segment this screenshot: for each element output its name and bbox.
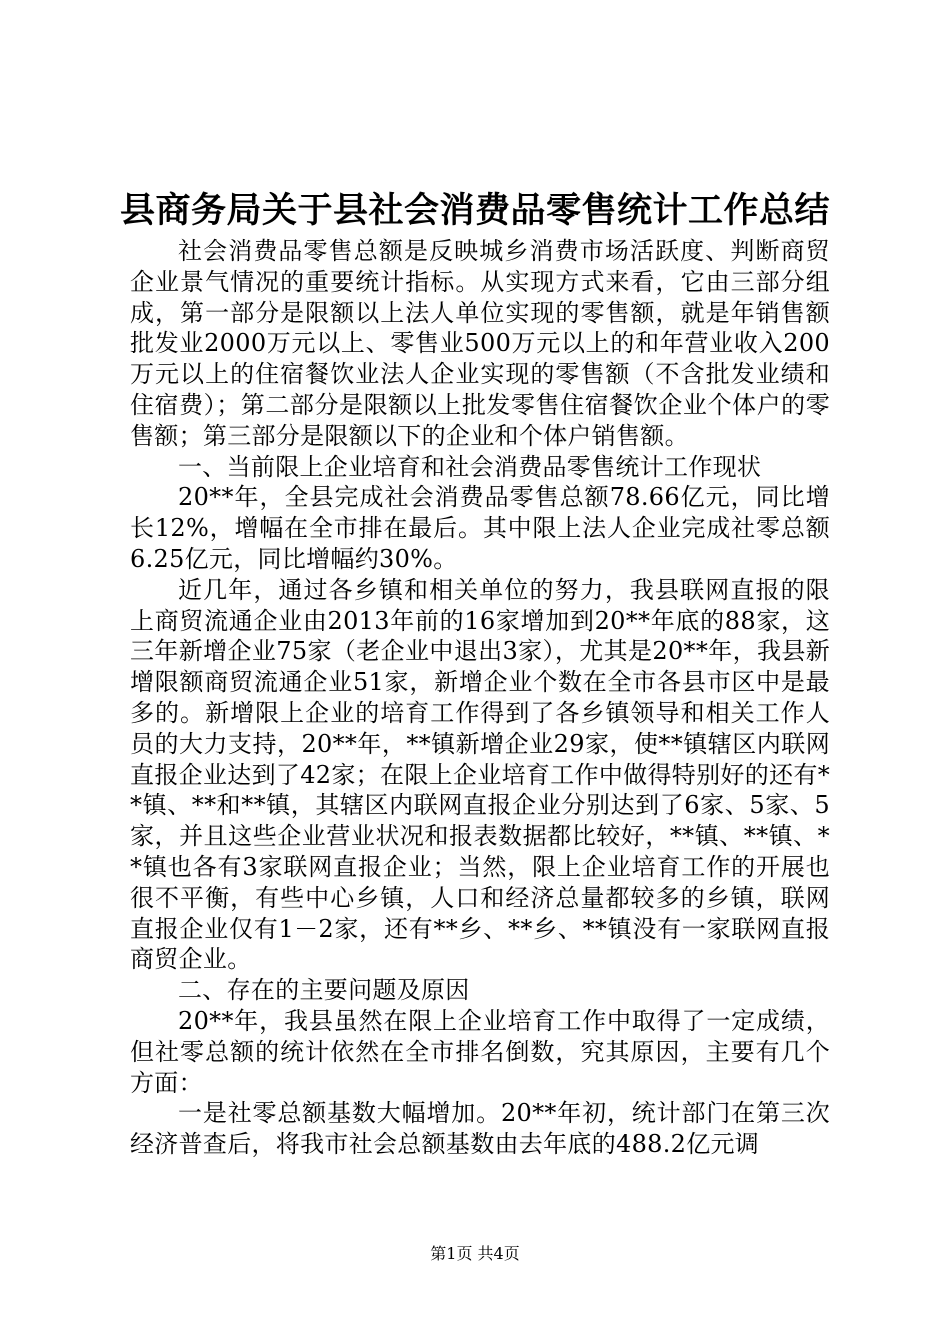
paragraph-intro: 社会消费品零售总额是反映城乡消费市场活跃度、判断商贸企业景气情况的重要统计指标。从实现方式来看，它由三部分组成，第一部分是限额以上法人单位实现的零售额，就是年销售额批发业2000万元以上、零售业500万元以上的和年营业收入200万元以上的住宿餐饮业法人企业实现的零售额（不含批发业绩和住宿费）；第二部分是限额以上批发零售住宿餐饮企业个体户的零售额；第三部分是限额以下的企业和个体户销售额。	[130, 237, 830, 450]
section-heading-1: 一、当前限上企业培育和社会消费品零售统计工作现状	[178, 452, 762, 481]
paragraph-progress: 近几年，通过各乡镇和相关单位的努力，我县联网直报的限上商贸流通企业由2013年前的16家增加到20**年底的88家，这三年新增企业75家（老企业中退出3家），尤其是20**年，我县新增限额商贸流通企业51家，新增企业个数在全市各县市区中是最多的。新增限上企业的培育工作得到了各乡镇领导和相关工作人员的大力支持，20**年，**镇新增企业29家，使**镇辖区内联网直报企业达到了42家；在限上企业培育工作中做得特别好的还有**镇、**和**镇，其辖区内联网直报企业分别达到了6家、5家、5家，并且这些企业营业状况和报表数据都比较好，**镇、**镇、**镇也各有3家联网直报企业；当然，限上企业培育工作的开展也很不平衡，有些中心乡镇，人口和经济总量都较多的乡镇，联网直报企业仅有1－2家，还有**乡、**乡、**镇没有一家联网直报商贸企业。	[130, 575, 830, 974]
document-body	[130, 236, 830, 1160]
paragraph-problems: 20**年，我县虽然在限上企业培育工作中取得了一定成绩，但社零总额的统计依然在全市排名倒数，究其原因，主要有几个方面：	[130, 1006, 830, 1097]
page-number-footer: 第1页 共4页	[430, 1244, 520, 1263]
paragraph-reason-1: 一是社零总额基数大幅增加。20**年初，统计部门在第三次经济普查后，将我市社会总额基数由去年底的488.2亿元调	[130, 1099, 830, 1159]
paragraph-summary: 20**年，全县完成社会消费品零售总额78.66亿元，同比增长12%，增幅在全市排在最后。其中限上法人企业完成社零总额6.25亿元，同比增幅约30%。	[130, 483, 830, 573]
section-heading-2: 二、存在的主要问题及原因	[178, 976, 470, 1005]
document-title: 县商务局关于县社会消费品零售统计工作总结	[119, 191, 830, 231]
